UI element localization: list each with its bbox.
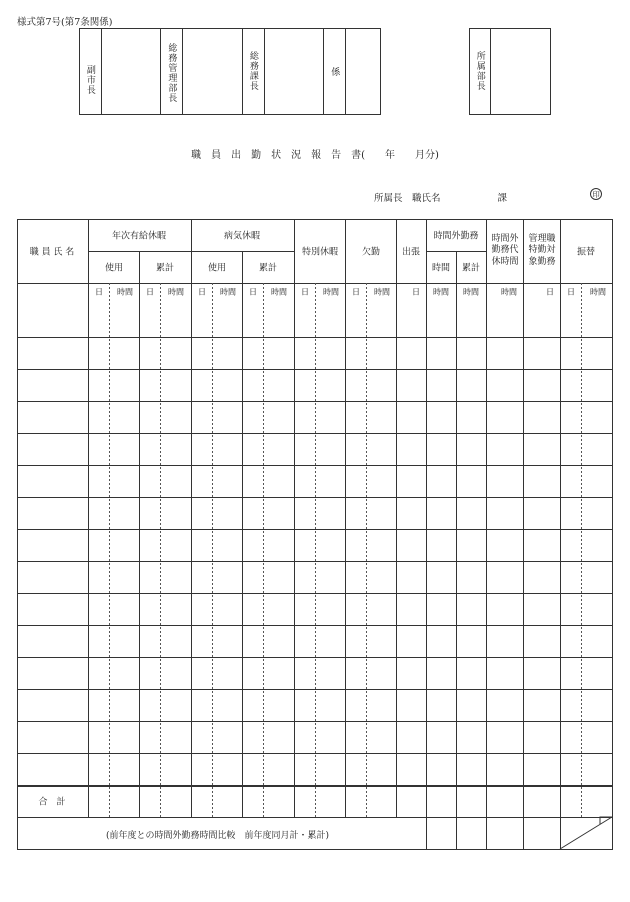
- header-overtime-comp: 時間外 勤務代 休時間: [491, 234, 519, 267]
- unit-hours: 時間: [590, 287, 606, 297]
- unit-day: 日: [301, 287, 309, 297]
- subheader-annual-used: 使用: [104, 263, 124, 274]
- header-mgmt-special: 管理職 特勤対 象勤務: [528, 234, 556, 267]
- unit-hours: 時間: [323, 287, 339, 297]
- approval-label: 副市長: [84, 65, 95, 95]
- total-row-label: 合 計: [38, 797, 66, 808]
- unit-hours: 時間: [220, 287, 236, 297]
- subheader-overtime-cumulative: 累計: [461, 263, 481, 274]
- subheader-sick-cumulative: 累計: [258, 263, 278, 274]
- header-special-leave: 特別休暇: [301, 247, 339, 258]
- approval-label: 係: [329, 67, 340, 77]
- header-business-trip: 出張: [401, 247, 421, 258]
- document-title: 職 員 出 勤 状 況 報 告 書( 年 月分): [191, 150, 439, 161]
- subheader-overtime-hours: 時間: [431, 263, 451, 274]
- unit-hours: 時間: [374, 287, 390, 297]
- approval-label: 総務課長: [247, 51, 258, 91]
- header-sick-leave: 病気休暇: [223, 231, 261, 242]
- approval-label: 総務管理部長: [166, 43, 177, 103]
- unit-day: 日: [146, 287, 154, 297]
- header-overtime: 時間外勤務: [433, 231, 479, 242]
- header-employee-name: 職 員 氏 名: [29, 247, 75, 258]
- unit-hours: 時間: [501, 287, 517, 297]
- unit-hours: 時間: [168, 287, 184, 297]
- header-absence: 欠勤: [361, 247, 381, 258]
- header-substitute: 振替: [576, 247, 596, 258]
- unit-day: 日: [567, 287, 575, 297]
- unit-day: 日: [249, 287, 257, 297]
- unit-day: 日: [198, 287, 206, 297]
- submitter-line: 所属長 職氏名 課: [374, 193, 508, 204]
- approval-label: 所属部長: [474, 51, 485, 91]
- unit-day: 日: [95, 287, 103, 297]
- subheader-sick-used: 使用: [207, 263, 227, 274]
- seal-mark: 印: [590, 188, 602, 200]
- unit-hours: 時間: [433, 287, 449, 297]
- form-number: 様式第7号(第7条関係): [17, 17, 113, 28]
- unit-day: 日: [546, 287, 554, 297]
- unit-hours: 時間: [271, 287, 287, 297]
- unit-day: 日: [352, 287, 360, 297]
- subheader-annual-cumulative: 累計: [155, 263, 175, 274]
- unit-day: 日: [412, 287, 420, 297]
- unit-hours: 時間: [117, 287, 133, 297]
- prior-year-comparison-label: (前年度との時間外勤務時間比較 前年度同月計・累計): [106, 831, 330, 841]
- header-annual-leave: 年次有給休暇: [111, 231, 167, 242]
- unit-hours: 時間: [463, 287, 479, 297]
